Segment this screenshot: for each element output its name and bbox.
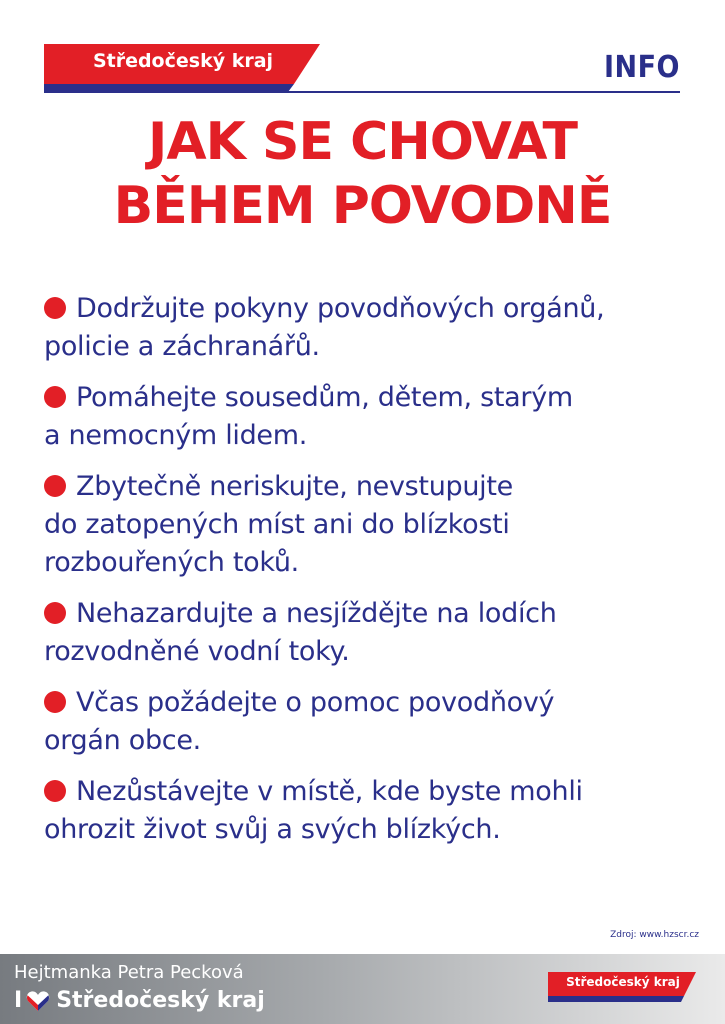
page-title (0, 110, 725, 238)
bullet-dot-icon (44, 297, 66, 319)
info-label: INFO (603, 50, 680, 85)
rule-text: Včas požádejte o pomoc povodňový (76, 687, 555, 718)
brand-banner (44, 44, 324, 92)
footer (0, 954, 725, 1024)
source-note: Zdroj: www.hzscr.cz (610, 930, 699, 940)
rule-text: rozbouřených toků. (44, 547, 299, 578)
bullet-dot-icon (44, 602, 66, 624)
title-line-1: JAK SE CHOVAT (148, 112, 577, 172)
rule-item (44, 684, 694, 760)
bullet-dot-icon (44, 475, 66, 497)
header-divider (44, 91, 680, 93)
footer-badge-label: Středočeský kraj (566, 975, 680, 989)
bullet-dot-icon (44, 780, 66, 802)
brand-name: Středočeský kraj (92, 50, 274, 72)
rule-text: Dodržujte pokyny povodňových orgánů, (76, 293, 605, 324)
bullet-dot-icon (44, 691, 66, 713)
rule-text: do zatopených míst ani do blízkosti (44, 509, 510, 540)
slogan-text: Středočeský kraj (56, 988, 265, 1013)
title-line-2: BĚHEM POVODNĚ (113, 176, 612, 236)
rule-item (44, 468, 694, 582)
rule-item (44, 773, 694, 849)
rules-list (44, 290, 694, 862)
slogan-prefix: I (14, 988, 23, 1013)
bullet-dot-icon (44, 386, 66, 408)
rule-text: ohrozit život svůj a svých blízkých. (44, 814, 501, 845)
governor-name: Hejtmanka Petra Pecková (14, 962, 244, 983)
header (0, 0, 725, 100)
rule-item (44, 290, 694, 366)
footer-brand-badge (548, 972, 696, 1002)
rule-text: rozvodněné vodní toky. (44, 636, 350, 667)
rule-item (44, 595, 694, 671)
rule-text: Pomáhejte sousedům, dětem, starým (76, 382, 573, 413)
rule-text: Nehazardujte a nesjíždějte na lodích (76, 598, 557, 629)
footer-slogan (14, 988, 265, 1013)
rule-text: a nemocným lidem. (44, 420, 308, 451)
heart-icon (26, 990, 50, 1012)
rule-text: Nezůstávejte v místě, kde byste mohli (76, 776, 583, 807)
rule-text: Zbytečně neriskujte, nevstupujte (76, 471, 513, 502)
rule-item (44, 379, 694, 455)
rule-text: policie a záchranářů. (44, 331, 320, 362)
rule-text: orgán obce. (44, 725, 201, 756)
